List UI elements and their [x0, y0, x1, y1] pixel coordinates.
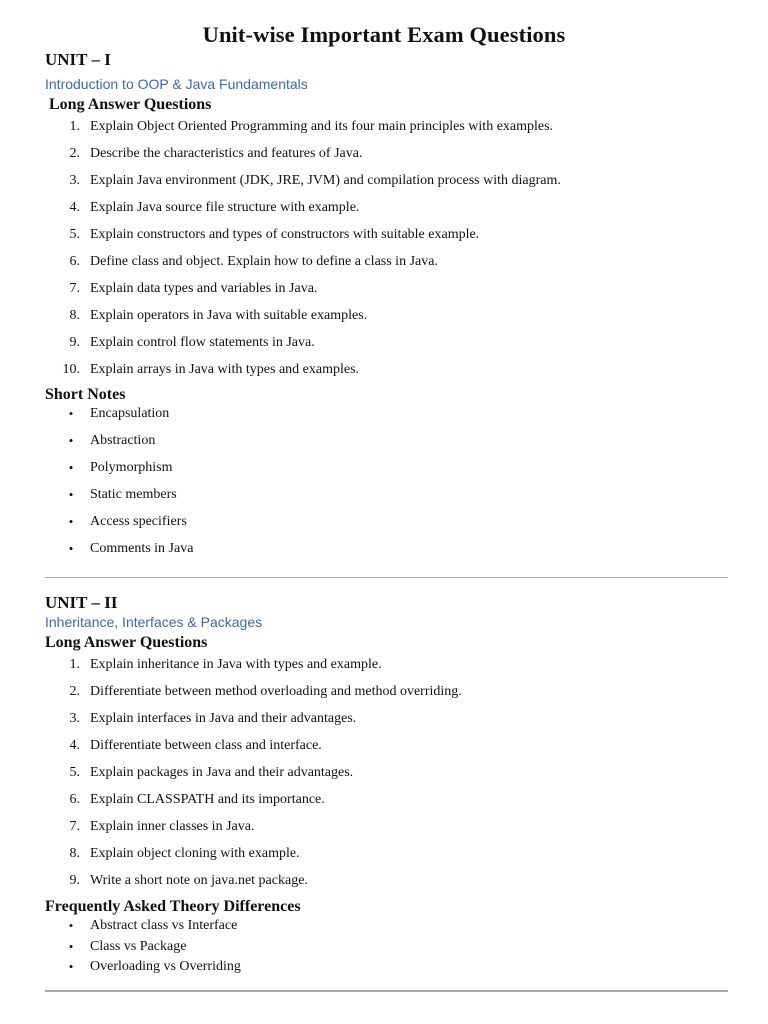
- question-text: Explain data types and variables in Java.: [90, 281, 318, 296]
- question-text: Explain inheritance in Java with types and example.: [90, 657, 382, 672]
- bullet-icon: •: [68, 959, 74, 975]
- question-text: Explain inner classes in Java.: [90, 819, 255, 834]
- question-text: Explain packages in Java and their advantages.: [90, 765, 354, 780]
- question-text: Explain CLASSPATH and its importance.: [90, 792, 325, 807]
- question-number: 5.: [69, 765, 80, 780]
- bullet-text: Abstraction: [90, 433, 156, 448]
- question-text: Differentiate between class and interface.: [90, 738, 322, 753]
- question-number: 4.: [69, 200, 80, 215]
- document-title: Unit-wise Important Exam Questions: [202, 22, 566, 47]
- unit-2-heading: UNIT – II: [45, 593, 118, 612]
- question-text: Explain Java environment (JDK, JRE, JVM) and compilation process with diagram.: [90, 173, 561, 188]
- question-number: 6.: [69, 254, 80, 269]
- bullet-icon: •: [68, 433, 74, 448]
- question-text: Explain object cloning with example.: [90, 846, 300, 861]
- question-number: 7.: [69, 281, 80, 296]
- bullet-text: Polymorphism: [90, 460, 173, 475]
- question-number: 7.: [69, 819, 80, 834]
- question-number: 9.: [69, 873, 80, 888]
- unit-1-long-answer-heading: Long Answer Questions: [49, 96, 212, 113]
- bullet-text: Access specifiers: [90, 514, 187, 529]
- question-text: Explain constructors and types of constructors with suitable example.: [90, 227, 480, 242]
- bullet-text: Static members: [90, 487, 177, 502]
- question-text: Explain control flow statements in Java.: [90, 335, 315, 350]
- question-number: 8.: [69, 308, 80, 323]
- unit-1-subtitle: Introduction to OOP & Java Fundamentals: [45, 76, 308, 92]
- question-text: Define class and object. Explain how to define a class in Java.: [90, 254, 438, 269]
- question-number: 9.: [69, 335, 80, 350]
- unit-2-differences-heading: Frequently Asked Theory Differences: [45, 898, 301, 915]
- question-number: 2.: [69, 146, 80, 161]
- section-divider: [45, 577, 728, 578]
- bullet-icon: •: [68, 406, 74, 421]
- unit-1-short-notes-heading: Short Notes: [45, 386, 126, 403]
- unit-2-subtitle: Inheritance, Interfaces & Packages: [45, 614, 263, 630]
- question-text: Differentiate between method overloading and method overriding.: [90, 684, 462, 699]
- question-number: 10.: [62, 362, 80, 377]
- bullet-icon: •: [68, 514, 74, 529]
- question-text: Explain arrays in Java with types and examples.: [90, 362, 360, 377]
- question-number: 2.: [69, 684, 80, 699]
- bullet-icon: •: [68, 460, 74, 475]
- unit-2-long-answer-heading: Long Answer Questions: [45, 634, 208, 651]
- question-text: Explain Object Oriented Programming and its four main principles with examples.: [90, 119, 554, 134]
- question-number: 8.: [69, 846, 80, 861]
- bullet-text: Comments in Java: [90, 541, 194, 556]
- bullet-icon: •: [68, 938, 74, 954]
- bullet-icon: •: [68, 541, 74, 556]
- question-number: 4.: [69, 738, 80, 753]
- question-text: Explain Java source file structure with example.: [90, 200, 360, 215]
- bullet-icon: •: [68, 487, 74, 502]
- question-number: 3.: [69, 711, 80, 726]
- question-text: Write a short note on java.net package.: [90, 873, 308, 888]
- question-text: Explain operators in Java with suitable examples.: [90, 308, 368, 323]
- question-number: 1.: [69, 119, 80, 134]
- bullet-text: Abstract class vs Interface: [90, 918, 238, 933]
- unit-1-heading: UNIT – I: [45, 50, 111, 69]
- bottom-divider: [45, 990, 728, 992]
- question-number: 1.: [69, 657, 80, 672]
- question-text: Describe the characteristics and features of Java.: [90, 146, 363, 161]
- bullet-text: Encapsulation: [90, 406, 170, 421]
- question-number: 6.: [69, 792, 80, 807]
- question-text: Explain interfaces in Java and their advantages.: [90, 711, 357, 726]
- question-number: 3.: [69, 173, 80, 188]
- bullet-icon: •: [68, 918, 74, 933]
- bullet-text: Class vs Package: [90, 938, 187, 954]
- bullet-text: Overloading vs Overriding: [90, 959, 241, 975]
- question-number: 5.: [69, 227, 80, 242]
